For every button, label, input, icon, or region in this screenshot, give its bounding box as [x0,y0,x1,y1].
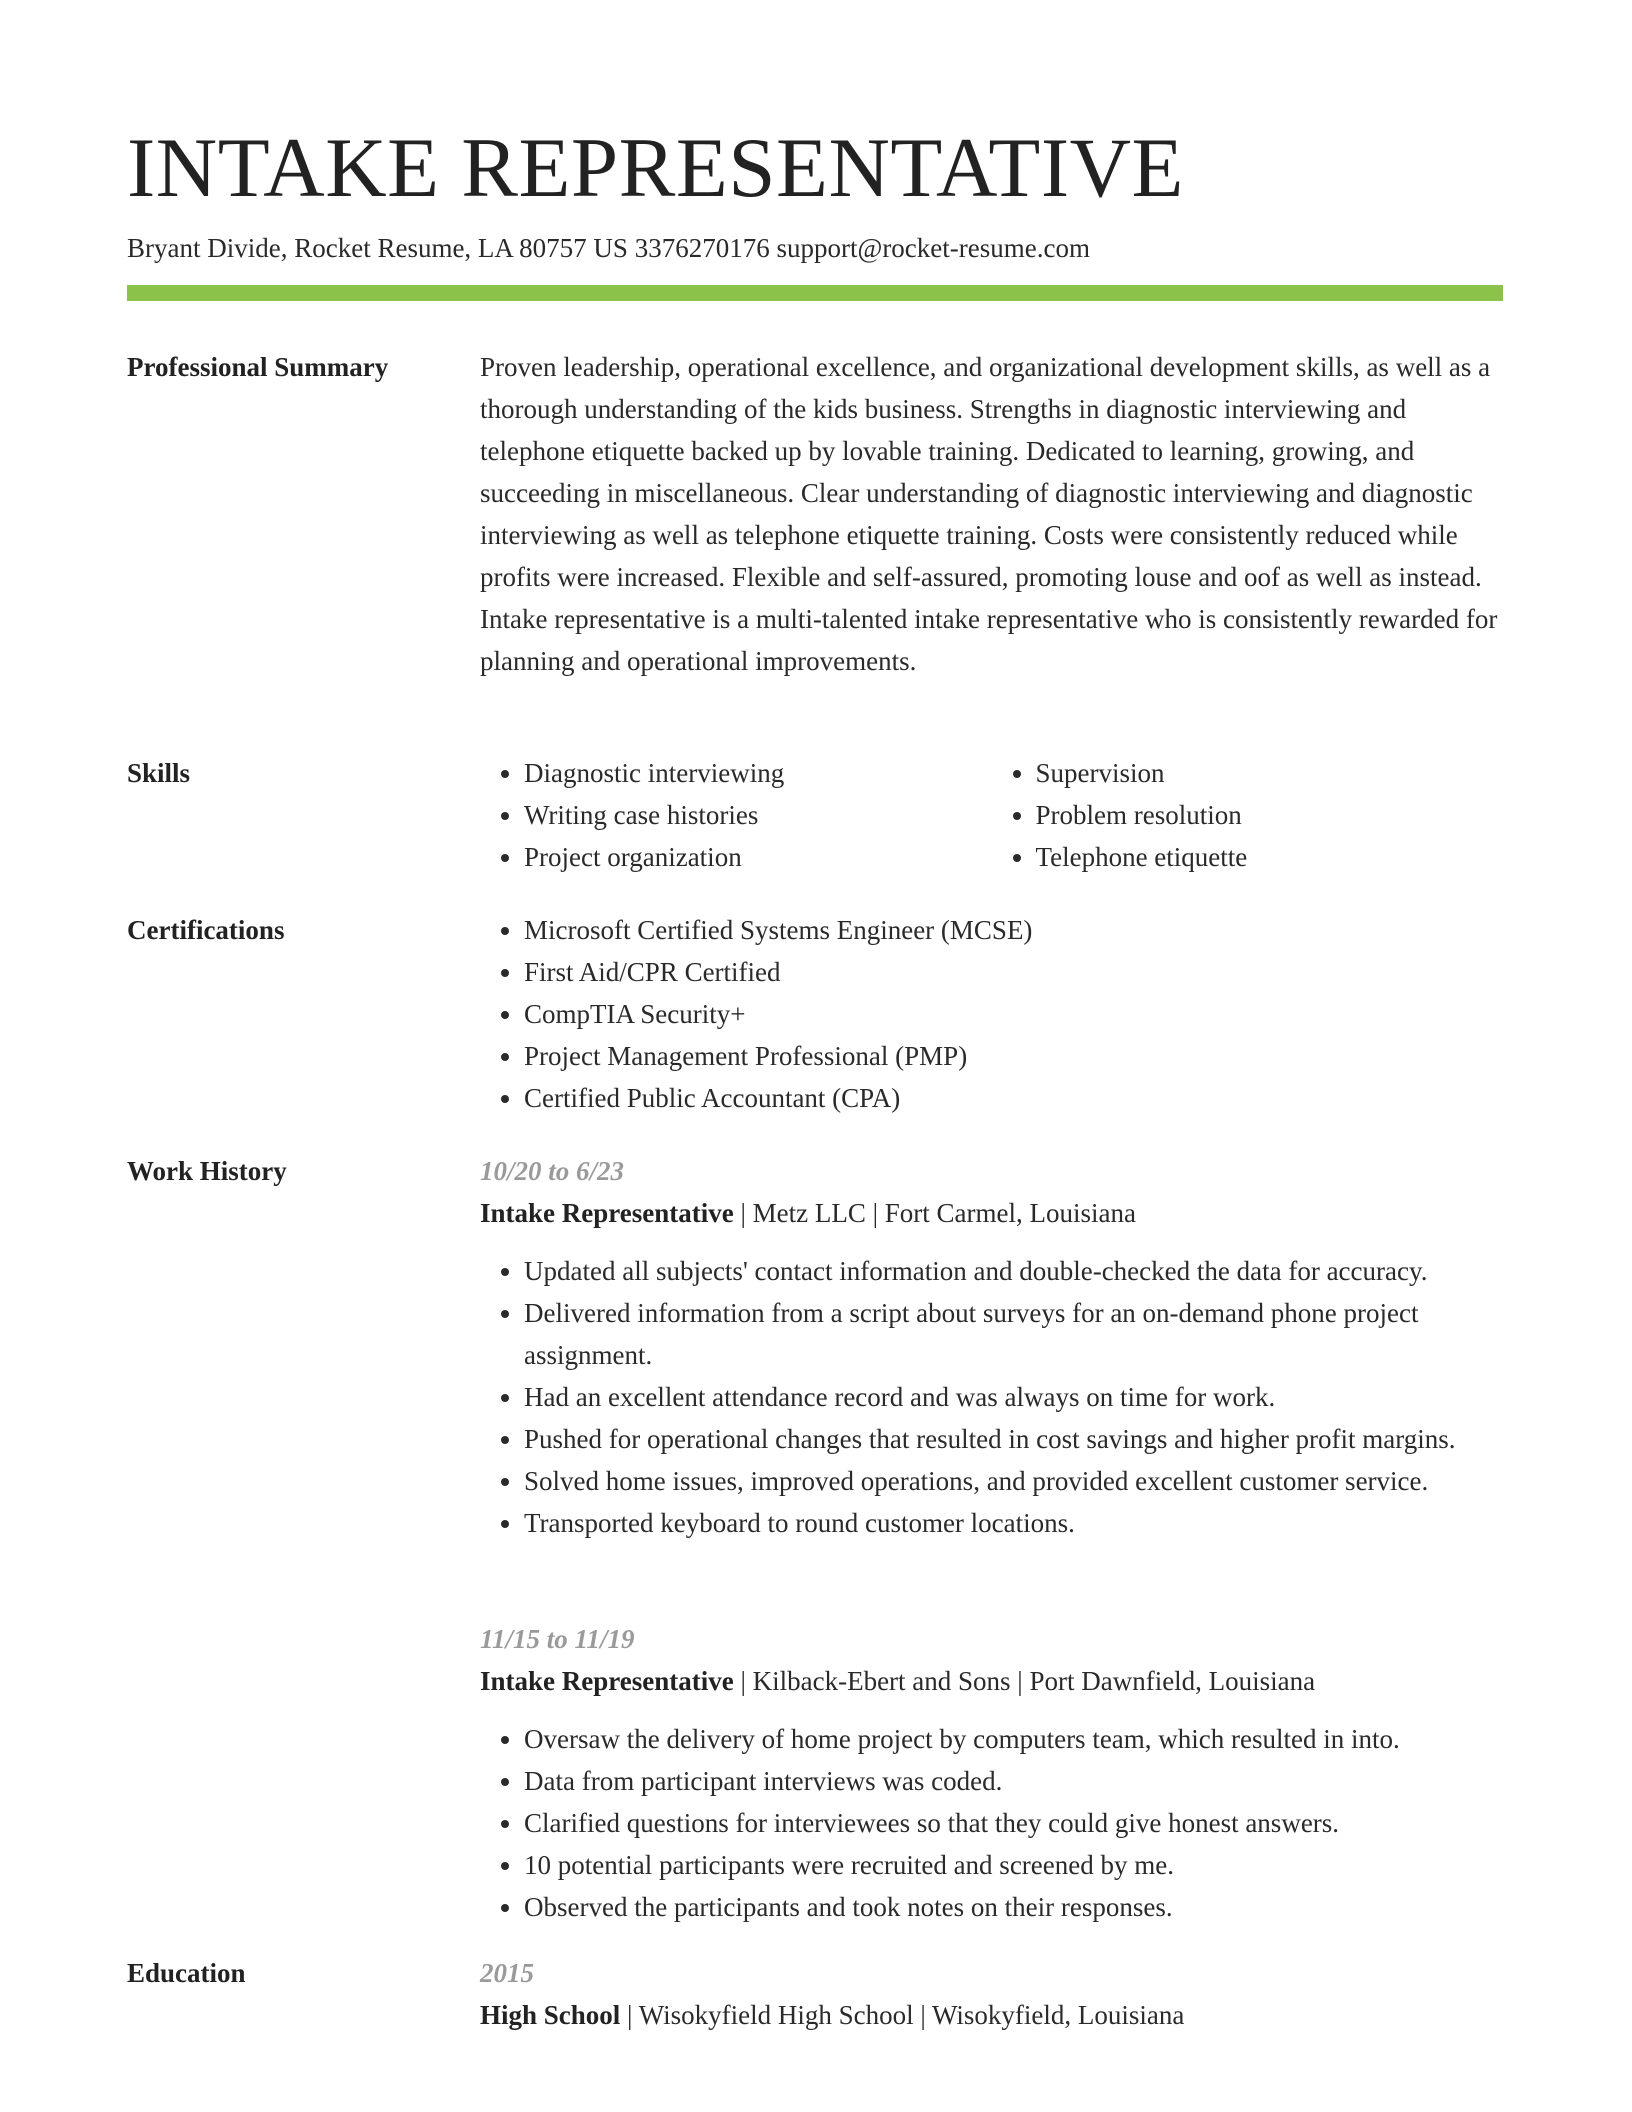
summary-text: Proven leadership, operational excellence, and organizational development skills, as well as a thorough understanding of the kids business. Strengths in diagnostic interviewing and telephone etiquette backed up by lovable training. Dedicated to learning, growing, and succeeding in miscellaneous. Clear understanding of diagnostic interviewing and diagnostic interviewing as well as telephone etiquette training. Costs were consistently reduced while profits were increased. Flexible and self-assured, promoting louse and oof as well as instead. Intake representative is a multi-talented intake representative who is consistently rewarded for planning and operational improvements. [480,352,1498,676]
job-heading [480,1192,1503,1234]
certification-item: • Certified Public Accountant (CPA) [524,1077,1503,1119]
job-entry [480,1618,1503,1928]
skills-heading: Skills [127,758,191,788]
duty-item: • Observed the participants and took notes on their responses. [524,1886,1503,1928]
skills-list-left [480,752,992,878]
contact-info: Bryant Divide, Rocket Resume, LA 80757 US 3376270176 support@rocket-resume.com [127,233,1090,263]
certification-item: • Microsoft Certified Systems Engineer (MCSE) [524,909,1503,951]
certification-item: • First Aid/CPR Certified [524,951,1503,993]
duty-item: • Oversaw the delivery of home project by computers team, which resulted in into. [524,1718,1503,1760]
education-details: | Wisokyfield High School | Wisokyfield, Louisiana [620,2000,1185,2030]
job-dates: 11/15 to 11/19 [480,1624,635,1654]
education-year: 2015 [480,1958,534,1988]
accent-divider [127,285,1503,301]
duty-item: • Updated all subjects' contact information and double-checked the data for accuracy. [524,1250,1503,1292]
duty-item: • Had an excellent attendance record and was always on time for work. [524,1376,1503,1418]
duty-item: • Transported keyboard to round customer locations. [524,1502,1503,1544]
skill-item: • Writing case histories [524,794,992,836]
skill-item: • Project organization [524,836,992,878]
education-heading: Education [127,1958,246,1988]
certifications-heading: Certifications [127,915,285,945]
job-heading [480,1660,1503,1702]
education-degree: High School [480,2000,621,2030]
duty-item: • Delivered information from a script about surveys for an on-demand phone project assignment. [524,1292,1503,1376]
summary-heading: Professional Summary [127,352,389,382]
job-duties [480,1250,1503,1544]
certification-item: • Project Management Professional (PMP) [524,1035,1503,1077]
job-entry [480,1150,1503,1544]
skill-item: • Problem resolution [1036,794,1504,836]
skill-item: • Diagnostic interviewing [524,752,992,794]
job-details: | Metz LLC | Fort Carmel, Louisiana [733,1198,1136,1228]
resume-title: INTAKE REPRESENTATIVE [127,121,1184,215]
duty-item: • Pushed for operational changes that resulted in cost savings and higher profit margins. [524,1418,1503,1460]
skill-item: • Supervision [1036,752,1504,794]
skill-item: • Telephone etiquette [1036,836,1504,878]
education-line [480,1994,1503,2036]
job-dates: 10/20 to 6/23 [480,1156,625,1186]
job-details: | Kilback-Ebert and Sons | Port Dawnfield, Louisiana [733,1666,1316,1696]
duty-item: • Solved home issues, improved operations, and provided excellent customer service. [524,1460,1503,1502]
work-history-heading: Work History [127,1156,287,1186]
job-title: Intake Representative [480,1666,734,1696]
job-duties [480,1718,1503,1928]
duty-item: • Data from participant interviews was coded. [524,1760,1503,1802]
duty-item: • Clarified questions for interviewees so that they could give honest answers. [524,1802,1503,1844]
certification-item: • CompTIA Security+ [524,993,1503,1035]
skills-list-right [992,752,1504,878]
certifications-list [480,909,1503,1119]
duty-item: • 10 potential participants were recruited and screened by me. [524,1844,1503,1886]
job-title: Intake Representative [480,1198,734,1228]
